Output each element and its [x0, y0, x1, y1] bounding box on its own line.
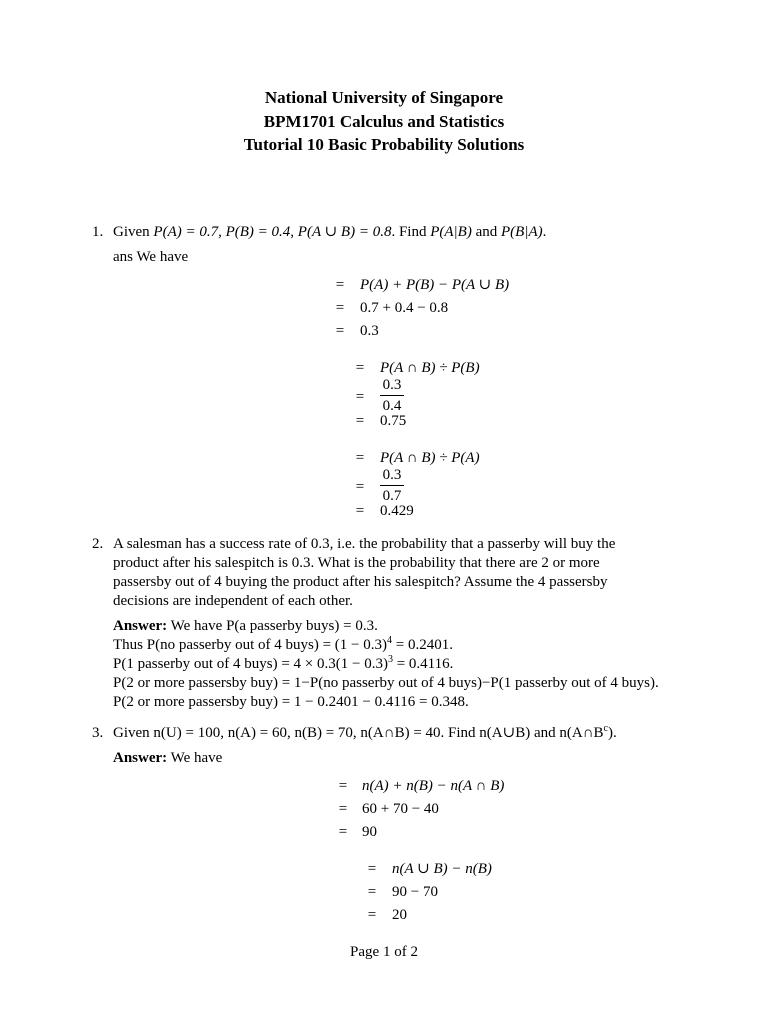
q1-ans-line: ans We have [113, 249, 189, 265]
equals-sign: = [335, 300, 345, 316]
document-header [0, 86, 768, 157]
q1-b1-row: 0.7 + 0.4 − 0.8 [360, 300, 449, 316]
q2-answer-line: Answer: We have P(a passerby buys) = 0.3. [113, 618, 378, 634]
q3-b1-row: n(A) + n(B) − n(A ∩ B) [362, 778, 505, 794]
q1-b2-row: P(A ∩ B) ÷ P(B) [380, 360, 480, 376]
q2-number: 2. [92, 536, 104, 552]
q3-number: 3. [92, 725, 104, 741]
page-number: Page 1 of 2 [350, 944, 418, 960]
equals-sign: = [338, 824, 348, 840]
q3-b1-row: 60 + 70 − 40 [362, 801, 439, 817]
q3-b2-row: 20 [392, 907, 407, 923]
q1-prompt: Given P(A) = 0.7, P(B) = 0.4, P(A ∪ B) = 0.8. Find P(A|B) and P(B|A). [113, 224, 547, 240]
course-title: BPM1701 Calculus and Statistics [263, 111, 505, 131]
q1-b3-fraction: 0.3 0.7 [380, 466, 404, 505]
equals-sign: = [355, 413, 365, 429]
q2-answer-line: P(1 passerby out of 4 buys) = $4 \times 0.3(1 - 0.3)^3 = 0.4116$. [113, 654, 454, 672]
q2-prompt-line: product after his salespitch is 0.3. What is the probability that there are 2 or more [113, 555, 600, 571]
university-name: National University of Singapore [264, 88, 504, 107]
q2-prompt-line: passersby out of 4 buying the product after his salespitch? Assume the 4 passersby [113, 574, 608, 590]
equals-sign: = [367, 907, 377, 923]
q2-answer-line: P(2 or more passersby buy) = 1 − 0.2401 − 0.4116 = 0.348. [113, 694, 469, 710]
q1-b2-fraction: 0.3 0.4 [380, 376, 404, 415]
q3-b2-row: n(A ∪ B) − n(B) [392, 861, 492, 877]
q3-prompt: Given n(U) = 100, n(A) = 60, n(B) = 70, n(A∩B) = 40. Find n(A∪B) and $n(A\cap B^c)$. [113, 723, 617, 741]
equals-sign: = [367, 861, 377, 877]
q1-b1-row: 0.3 [360, 323, 379, 339]
equals-sign: = [355, 389, 365, 405]
q2-prompt-line: A salesman has a success rate of 0.3, i.e. the probability that a passerby will buy the [113, 536, 616, 552]
q3-b1-row: 90 [362, 824, 377, 840]
tutorial-title: Tutorial 10 Basic Probability Solutions [243, 135, 525, 154]
equals-sign: = [335, 277, 345, 293]
q3-answer-line: Answer: We have [113, 750, 223, 766]
equals-sign: = [338, 801, 348, 817]
equals-sign: = [335, 323, 345, 339]
equals-sign: = [355, 503, 365, 519]
q1-number: 1. [92, 224, 104, 240]
equals-sign: = [338, 778, 348, 794]
q2-answer-line: P(2 or more passersby buy) = 1−P(no passerby out of 4 buys)−P(1 passerby out of 4 buys). [113, 675, 659, 691]
equals-sign: = [355, 360, 365, 376]
q3-b2-row: 90 − 70 [392, 884, 438, 900]
q1-b3-row: 0.429 [380, 503, 414, 519]
equals-sign: = [355, 450, 365, 466]
q1-b1-row: P(A) + P(B) − P(A ∪ B) [360, 277, 510, 293]
q2-answer-line: Thus P(no passerby out of 4 buys) = $(1 - 0.3)^4 = 0.2401$. [113, 635, 453, 653]
equals-sign: = [367, 884, 377, 900]
equals-sign: = [355, 479, 365, 495]
q1-b2-row: 0.75 [380, 413, 407, 429]
q2-prompt-line: decisions are independent of each other. [113, 593, 353, 609]
q1-b3-row: P(A ∩ B) ÷ P(A) [380, 450, 480, 466]
